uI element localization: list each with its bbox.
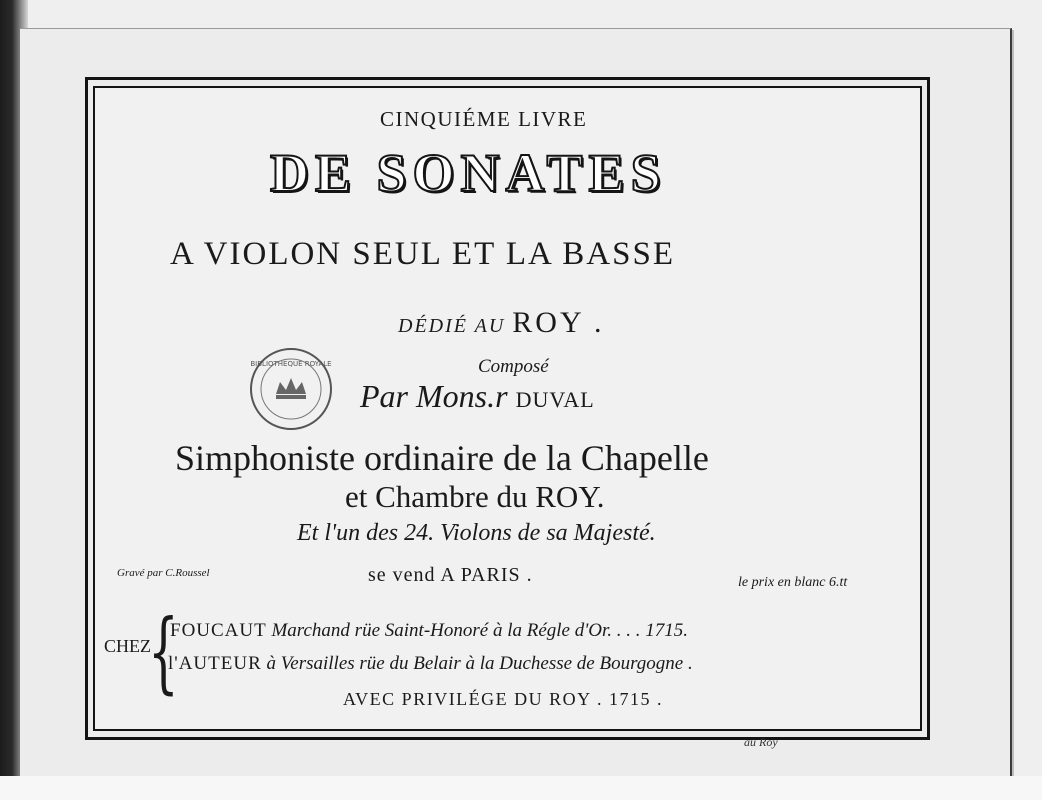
chez-label: CHEZ: [104, 636, 151, 656]
seller-2-name: l'AUTEUR: [168, 653, 262, 674]
price-note: le prix en blanc 6.tt: [738, 575, 848, 590]
composer-name: DUVAL: [515, 387, 595, 412]
engraver-credit: Gravé par C.Roussel: [117, 567, 210, 579]
dedication: [398, 306, 605, 340]
seller-2: [168, 653, 693, 675]
privilege-line: AVEC PRIVILÉGE DU ROY . 1715 .: [343, 689, 664, 709]
title-line-2: DE SONATES: [270, 143, 667, 203]
crown-icon: [276, 378, 306, 394]
seller-2-address: à Versailles rüe du Belair à la Duchesse de Bourgogne .: [266, 653, 693, 674]
seller-1-name: FOUCAUT: [170, 620, 267, 641]
composer-role-2: et Chambre du ROY.: [345, 479, 605, 514]
seller-1: [170, 620, 688, 642]
stamp-text: BIBLIOTHEQUE ROYALE: [250, 360, 332, 368]
title-line-1: CINQUIÉME LIVRE: [380, 107, 588, 131]
margin-annotation: au Roy: [744, 735, 778, 749]
title-line-3: A VIOLON SEUL ET LA BASSE: [170, 236, 676, 272]
brace-glyph: {: [148, 600, 179, 703]
dedication-prefix: DÉDIÉ AU: [398, 315, 506, 337]
sale-location: se vend A PARIS .: [368, 564, 533, 586]
compose-label: Composé: [478, 356, 549, 377]
composer-line: [360, 378, 595, 415]
composer-role-3: Et l'un des 24. Violons de sa Majesté.: [297, 520, 656, 546]
library-stamp: [248, 346, 334, 432]
composer-par: Par Mons.r: [360, 378, 508, 414]
dedication-name: ROY .: [512, 306, 605, 339]
seller-1-address: Marchand rüe Saint-Honoré à la Régle d'Or. . . . 1715.: [271, 620, 689, 641]
scan-margin: [0, 776, 1042, 800]
composer-role-1: Simphoniste ordinaire de la Chapelle: [175, 438, 709, 478]
